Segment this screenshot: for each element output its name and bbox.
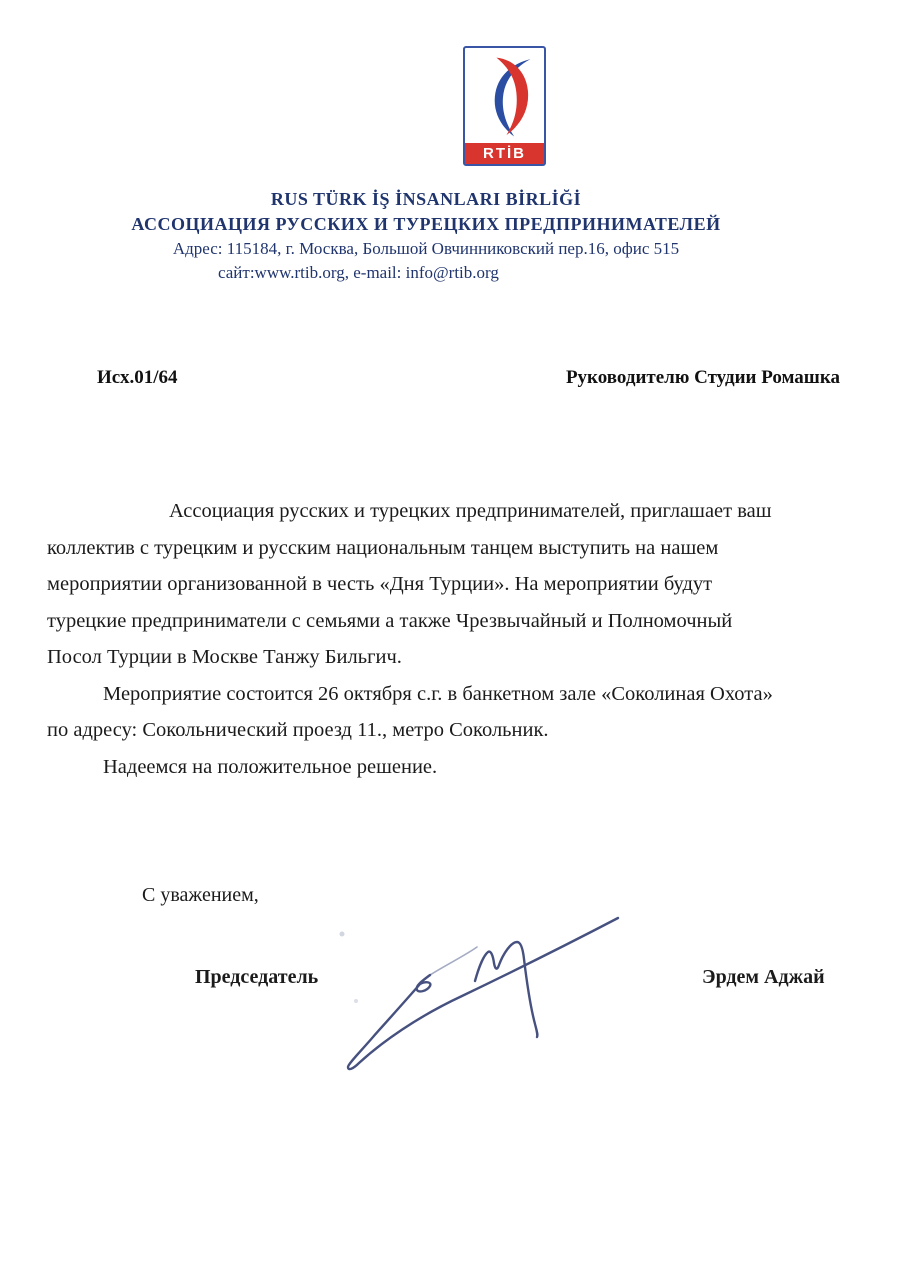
body-line: Ассоциация русских и турецких предпринимателей, приглашает ваш bbox=[169, 500, 772, 522]
signature-autograph bbox=[320, 903, 640, 1083]
signer-title: Председатель bbox=[195, 966, 319, 988]
body-line: Надеемся на положительное решение. bbox=[103, 755, 438, 778]
org-address: Адрес: 115184, г. Москва, Большой Овчинниковский пер.16, офис 515 bbox=[172, 239, 680, 258]
recipient-line: Руководителю Студии Ромашка bbox=[565, 367, 840, 388]
body-line: коллектив с турецким и русским национальным танцем выступить на нашем bbox=[47, 536, 719, 559]
outgoing-reference-number: Исх.01/64 bbox=[97, 367, 178, 388]
rtib-logo bbox=[463, 46, 546, 166]
body-line: турецкие предприниматели с семьями а также Чрезвычайный и Полномочный bbox=[47, 609, 733, 632]
org-name-turkish: RUS TÜRK İŞ İNSANLARI BİRLİĞİ bbox=[270, 189, 582, 209]
salutation: С уважением, bbox=[142, 884, 259, 906]
org-contacts: сайт:www.rtib.org, e-mail: info@rtib.org bbox=[218, 263, 499, 282]
letterhead bbox=[0, 187, 852, 285]
letter-body bbox=[47, 493, 852, 785]
body-line: мероприятии организованной в честь «Дня Турции». На мероприятии будут bbox=[47, 573, 713, 595]
body-line: Посол Турции в Москве Танжу Бильгич. bbox=[47, 646, 402, 668]
body-line: по адресу: Сокольнический проезд 11., метро Сокольник. bbox=[47, 719, 549, 741]
signer-name: Эрдем Аджай bbox=[702, 966, 825, 988]
org-name-russian: АССОЦИАЦИЯ РУССКИХ И ТУРЕЦКИХ ПРЕДПРИНИМАТЕЛЕЙ bbox=[131, 214, 721, 234]
rtib-logo-wordmark: RTİB bbox=[465, 143, 544, 164]
rtib-crescents-icon bbox=[470, 48, 540, 143]
body-line: Мероприятие состоится 26 октября с.г. в банкетном зале «Соколиная Охота» bbox=[103, 682, 773, 705]
